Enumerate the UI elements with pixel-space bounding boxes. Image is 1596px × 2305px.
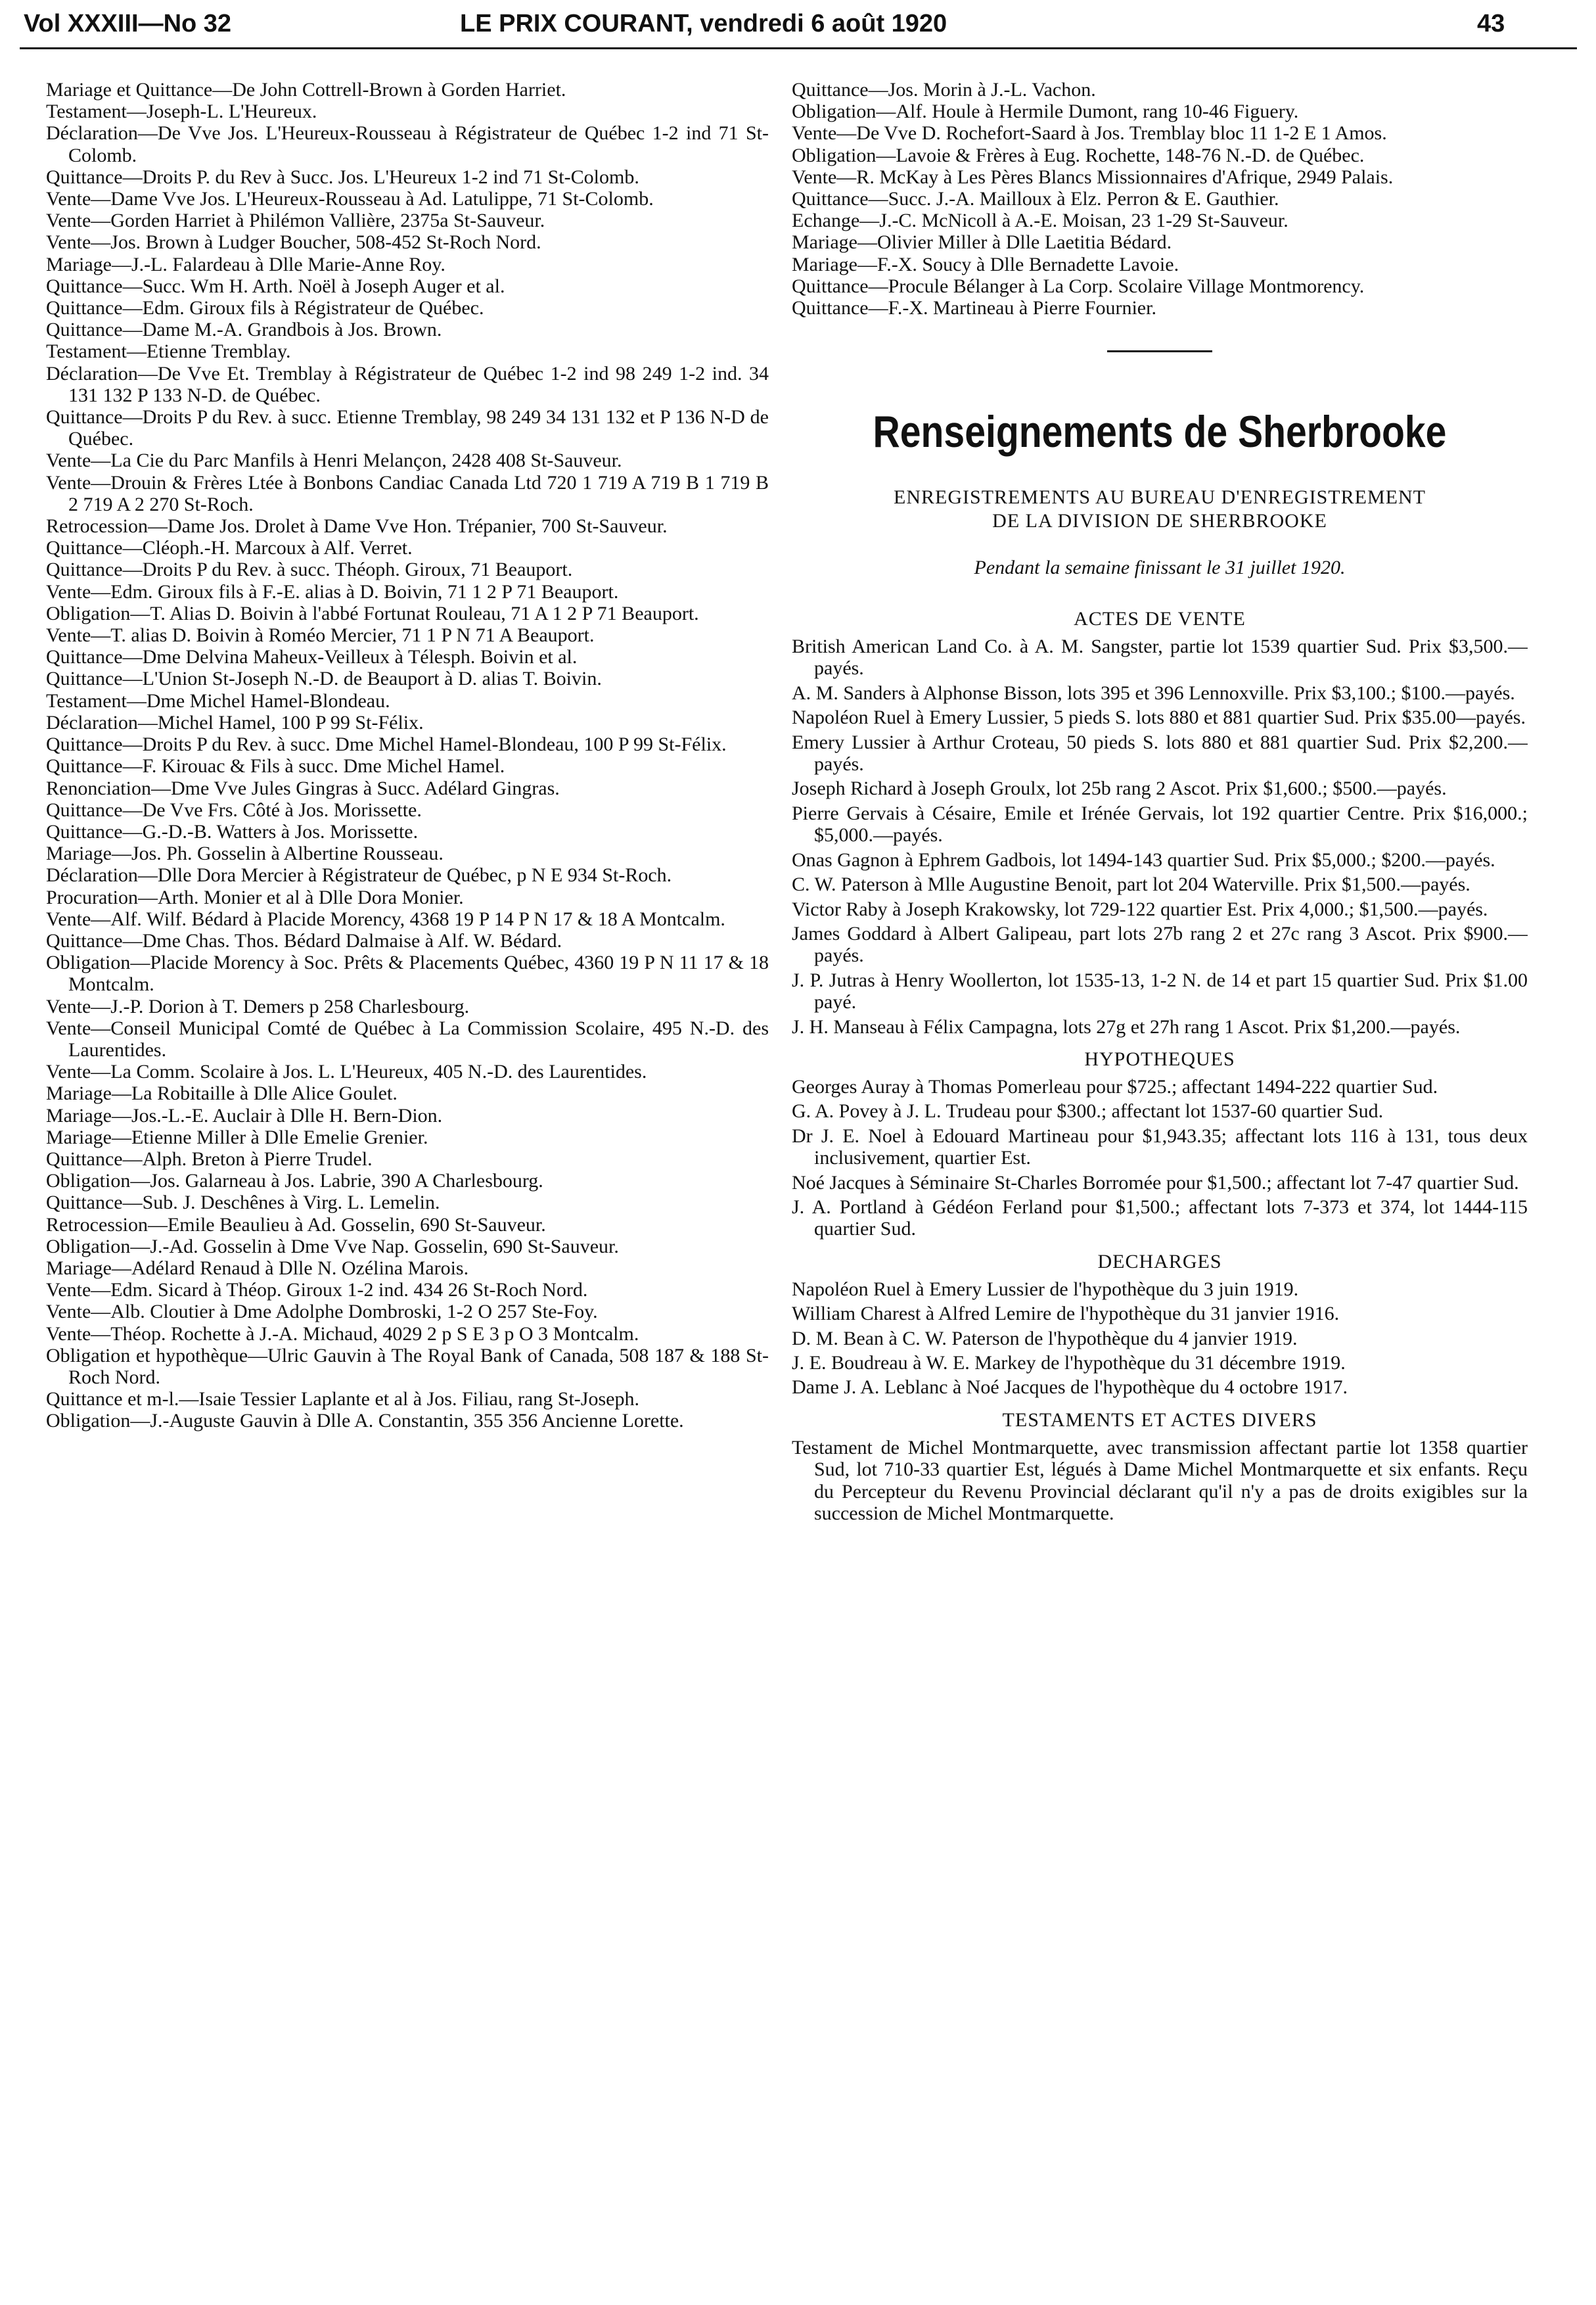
registry-entry: Obligation et hypothèque—Ulric Gauvin à The Royal Bank of Canada, 508 187 & 188 St-Roch Nord.: [46, 1344, 769, 1388]
subsection: [792, 1251, 1528, 1399]
subsection-heading: ACTES DE VENTE: [1074, 608, 1246, 630]
record-entry: Dr J. E. Noel à Edouard Martineau pour $1,943.35; affectant lots 116 à 131, tous deux inclusivement, quartier Est.: [792, 1125, 1528, 1169]
registry-entry: Mariage—Adélard Renaud à Dlle N. Ozélina Marois.: [46, 1257, 469, 1279]
registry-entry: Renonciation—Dme Vve Jules Gingras à Succ. Adélard Gingras.: [46, 777, 560, 799]
registry-entry: Testament—Joseph-L. L'Heureux.: [46, 101, 317, 123]
registry-entry: Quittance—Dme Delvina Maheux-Veilleux à Télesph. Boivin et al.: [46, 646, 578, 668]
registry-entry: Quittance—L'Union St-Joseph N.-D. de Beauport à D. alias T. Boivin.: [46, 668, 602, 690]
registry-entry: Quittance—Edm. Giroux fils à Régistrateur de Québec.: [46, 297, 484, 319]
record-entry: J. A. Portland à Gédéon Ferland pour $1,500.; affectant lots 7-373 et 374, lot 1444-115 quartier Sud.: [792, 1196, 1528, 1240]
header-rule: [20, 47, 1577, 49]
registry-entry: Obligation—J.-Ad. Gosselin à Dme Vve Nap. Gosselin, 690 St-Sauveur.: [46, 1235, 619, 1257]
newspaper-title-date: LE PRIX COURANT, vendredi 6 août 1920: [460, 10, 947, 37]
registry-entry: Vente—T. alias D. Boivin à Roméo Mercier, 71 1 P N 71 A Beauport.: [46, 624, 595, 647]
registry-entry: Vente—Jos. Brown à Ludger Boucher, 508-452 St-Roch Nord.: [46, 231, 541, 254]
period-note: Pendant la semaine finissant le 31 juillet 1920.: [974, 557, 1346, 579]
registry-entry: Obligation—Placide Morency à Soc. Prêts & Placements Québec, 4360 19 P N 11 17 & 18 Montcalm.: [46, 952, 769, 996]
registry-entry: Quittance—Dame M.-A. Grandbois à Jos. Brown.: [46, 319, 442, 341]
registry-entry: Vente—R. McKay à Les Pères Blancs Missionnaires d'Afrique, 2949 Palais.: [792, 166, 1394, 188]
registry-entry: Obligation—Jos. Galarneau à Jos. Labrie, 390 A Charlesbourg.: [46, 1170, 543, 1192]
registry-entry: Quittance—Sub. J. Deschênes à Virg. L. Lemelin.: [46, 1192, 440, 1214]
subsection: [792, 1048, 1528, 1240]
record-entry: Napoléon Ruel à Emery Lussier de l'hypothèque du 3 juin 1919.: [792, 1278, 1299, 1300]
registry-entry: Testament—Dme Michel Hamel-Blondeau.: [46, 689, 390, 712]
record-entry: James Goddard à Albert Galipeau, part lots 27b rang 2 et 27c rang 3 Ascot. Prix $900.—payés.: [792, 922, 1528, 967]
registry-entry: Mariage et Quittance—De John Cottrell-Brown à Gorden Harriet.: [46, 79, 566, 101]
subsection-heading: TESTAMENTS ET ACTES DIVERS: [1002, 1409, 1317, 1431]
registry-entry: Obligation—Lavoie & Frères à Eug. Rochette, 148-76 N.-D. de Québec.: [792, 144, 1365, 166]
registry-entry: Mariage—La Robitaille à Dlle Alice Goulet.: [46, 1083, 398, 1105]
registry-entry: Mariage—Olivier Miller à Dlle Laetitia Bédard.: [792, 231, 1172, 254]
record-entry: Georges Auray à Thomas Pomerleau pour $725.; affectant 1494-222 quartier Sud.: [792, 1075, 1438, 1098]
record-entry: Joseph Richard à Joseph Groulx, lot 25b rang 2 Ascot. Prix $1,600.; $500.—payés.: [792, 778, 1447, 800]
registry-entry: Vente—Dame Vve Jos. L'Heureux-Rousseau à Ad. Latulippe, 71 St-Colomb.: [46, 188, 654, 210]
section-divider: [1107, 350, 1212, 352]
registry-entry: Quittance—De Vve Frs. Côté à Jos. Morissette.: [46, 799, 422, 821]
record-entry: Testament de Michel Montmarquette, avec transmission affectant partie lot 1358 quartier Sud, lot 710-33 quartier Est, légués à Dame Michel Montmarquette et six enfants. Reçu du Percepteur du Revenu Provincial déclarant qu'il n'y a pas de droits exigibles sur la succession de Michel Montmarquette.: [792, 1436, 1528, 1525]
sherbrooke-section: [792, 407, 1528, 1524]
registry-entry: Procuration—Arth. Monier et al à Dlle Dora Monier.: [46, 886, 464, 908]
registry-entry: Mariage—J.-L. Falardeau à Dlle Marie-Anne Roy.: [46, 253, 445, 275]
registry-entry: Quittance—F.-X. Martineau à Pierre Fournier.: [792, 297, 1156, 319]
sherbrooke-subsections: [792, 608, 1528, 1524]
registry-entry: Vente—Edm. Sicard à Théop. Giroux 1-2 ind. 434 26 St-Roch Nord.: [46, 1279, 588, 1301]
record-entry: J. E. Boudreau à W. E. Markey de l'hypothèque du 31 décembre 1919.: [792, 1352, 1346, 1374]
registry-entry: Testament—Etienne Tremblay.: [46, 340, 291, 363]
registry-entry: Quittance—Jos. Morin à J.-L. Vachon.: [792, 79, 1096, 101]
registry-entry: Retrocession—Emile Beaulieu à Ad. Gosselin, 690 St-Sauveur.: [46, 1213, 546, 1236]
section-title: Renseignements de Sherbrooke: [873, 407, 1447, 457]
registry-entry: Quittance—Droits P du Rev. à succ. Etienne Tremblay, 98 249 34 131 132 et P 136 N-D de Québec.: [46, 406, 769, 450]
registry-entry: Vente—Alf. Wilf. Bédard à Placide Morency, 4368 19 P 14 P N 17 & 18 A Montcalm.: [46, 908, 725, 930]
subsection: [792, 608, 1528, 1038]
registry-entry: Quittance—Dme Chas. Thos. Bédard Dalmaise à Alf. W. Bédard.: [46, 929, 562, 952]
right-column: [792, 79, 1528, 2287]
registry-entry: Déclaration—Michel Hamel, 100 P 99 St-Félix.: [46, 711, 424, 733]
registry-entry: Vente—De Vve D. Rochefort-Saard à Jos. Tremblay bloc 11 1-2 E 1 Amos.: [792, 122, 1387, 145]
registry-entry: Quittance—Succ. J.-A. Mailloux à Elz. Perron & E. Gauthier.: [792, 188, 1279, 210]
registry-entry: Quittance et m-l.—Isaie Tessier Laplante et al à Jos. Filiau, rang St-Joseph.: [46, 1388, 639, 1410]
volume-number: Vol XXXIII—No 32: [24, 10, 232, 37]
record-entry: D. M. Bean à C. W. Paterson de l'hypothèque du 4 janvier 1919.: [792, 1327, 1298, 1349]
registry-entry: Obligation—T. Alias D. Boivin à l'abbé Fortunat Rouleau, 71 A 1 2 P 71 Beauport.: [46, 602, 699, 624]
registry-entry: Déclaration—Dlle Dora Mercier à Régistrateur de Québec, p N E 934 St-Roch.: [46, 864, 672, 887]
record-entry: Onas Gagnon à Ephrem Gadbois, lot 1494-143 quartier Sud. Prix $5,000.; $200.—payés.: [792, 849, 1495, 871]
record-entry: A. M. Sanders à Alphonse Bisson, lots 395 et 396 Lennoxville. Prix $3,100.; $100.—payés.: [792, 682, 1515, 704]
record-entry: J. H. Manseau à Félix Campagna, lots 27g et 27h rang 1 Ascot. Prix $1,200.—payés.: [792, 1015, 1461, 1038]
subsection: [792, 1409, 1528, 1525]
record-entry: Pierre Gervais à Césaire, Emile et Irénée Gervais, lot 192 quartier Centre. Prix $16,000.; $5,000.—payés.: [792, 802, 1528, 847]
record-entry: Napoléon Ruel à Emery Lussier, 5 pieds S. lots 880 et 881 quartier Sud. Prix $35.00—payés.: [792, 707, 1526, 729]
record-entry: Emery Lussier à Arthur Croteau, 50 pieds S. lots 880 et 881 quartier Sud. Prix $2,200.—payés.: [792, 731, 1528, 776]
registry-entry: Obligation—Alf. Houle à Hermile Dumont, rang 10-46 Figuery.: [792, 101, 1299, 123]
subsection-heading: DECHARGES: [1097, 1250, 1222, 1272]
record-entry: Noé Jacques à Séminaire St-Charles Borromée pour $1,500.; affectant lot 7-47 quartier Sud.: [792, 1171, 1519, 1194]
registry-entry: Quittance—G.-D.-B. Watters à Jos. Morissette.: [46, 820, 419, 843]
record-entry: William Charest à Alfred Lemire de l'hypothèque du 31 janvier 1916.: [792, 1303, 1340, 1325]
page-header: [0, 0, 1596, 49]
registry-entry: Quittance—Succ. Wm H. Arth. Noël à Joseph Auger et al.: [46, 275, 505, 297]
registry-entry: Mariage—Etienne Miller à Dlle Emelie Grenier.: [46, 1126, 428, 1148]
registry-entry: Vente—J.-P. Dorion à T. Demers p 258 Charlesbourg.: [46, 995, 470, 1017]
registry-entry: Retrocession—Dame Jos. Drolet à Dame Vve Hon. Trépanier, 700 St-Sauveur.: [46, 515, 668, 538]
registry-entry: Vente—La Comm. Scolaire à Jos. L. L'Heureux, 405 N.-D. des Laurentides.: [46, 1061, 647, 1083]
section-subtitle: ENREGISTREMENTS AU BUREAU D'ENREGISTREMENT DE LA DIVISION DE SHERBROOKE: [894, 486, 1426, 532]
registry-entry: Quittance—F. Kirouac & Fils à succ. Dme Michel Hamel.: [46, 755, 505, 778]
registry-entry: Vente—Alb. Cloutier à Dme Adolphe Dombroski, 1-2 O 257 Ste-Foy.: [46, 1301, 598, 1323]
registry-entry: Quittance—Procule Bélanger à La Corp. Scolaire Village Montmorency.: [792, 275, 1365, 297]
record-entry: C. W. Paterson à Mlle Augustine Benoit, part lot 204 Waterville. Prix $1,500.—payés.: [792, 873, 1471, 896]
registry-entry: Vente—Théop. Rochette à J.-A. Michaud, 4029 2 p S E 3 p O 3 Montcalm.: [46, 1322, 639, 1345]
registry-entry: Mariage—Jos. Ph. Gosselin à Albertine Rousseau.: [46, 843, 444, 865]
registry-entry: Déclaration—De Vve Et. Tremblay à Régistrateur de Québec 1-2 ind 98 249 1-2 ind. 34 131 132 P 133 N-D. de Québec.: [46, 362, 769, 406]
record-entry: G. A. Povey à J. L. Trudeau pour $300.; affectant lot 1537-60 quartier Sud.: [792, 1100, 1384, 1123]
registry-entry: Mariage—Jos.-L.-E. Auclair à Dlle H. Bern-Dion.: [46, 1104, 443, 1127]
registry-entry: Vente—Drouin & Frères Ltée à Bonbons Candiac Canada Ltd 720 1 719 A 719 B 1 719 B 2 719 A 2 270 St-Roch.: [46, 471, 769, 515]
registry-entry: Echange—J.-C. McNicoll à A.-E. Moisan, 23 1-29 St-Sauveur.: [792, 210, 1288, 232]
registry-entry: Vente—Conseil Municipal Comté de Québec à La Commission Scolaire, 495 N.-D. des Laurentides.: [46, 1017, 769, 1061]
registry-entry: Vente—Gorden Harriet à Philémon Vallière, 2375a St-Sauveur.: [46, 210, 545, 232]
record-entry: Dame J. A. Leblanc à Noé Jacques de l'hypothèque du 4 octobre 1917.: [792, 1376, 1348, 1399]
record-entry: J. P. Jutras à Henry Woollerton, lot 1535-13, 1-2 N. de 14 et part 15 quartier Sud. Prix $1.00 payé.: [792, 969, 1528, 1013]
registry-entry: Vente—La Cie du Parc Manfils à Henri Melançon, 2428 408 St-Sauveur.: [46, 450, 622, 472]
registry-entry: Déclaration—De Vve Jos. L'Heureux-Rousseau à Régistrateur de Québec 1-2 ind 71 St-Colomb.: [46, 122, 769, 166]
registry-entry: Quittance—Droits P du Rev. à succ. Théoph. Giroux, 71 Beauport.: [46, 559, 573, 581]
registry-entry: Quittance—Cléoph.-H. Marcoux à Alf. Verret.: [46, 537, 413, 559]
registry-entry: Obligation—J.-Auguste Gauvin à Dlle A. Constantin, 355 356 Ancienne Lorette.: [46, 1410, 684, 1432]
right-column-entries: [792, 79, 1528, 319]
registry-entry: Quittance—Droits P. du Rev à Succ. Jos. L'Heureux 1-2 ind 71 St-Colomb.: [46, 166, 639, 188]
registry-entry: Quittance—Alph. Breton à Pierre Trudel.: [46, 1148, 373, 1170]
registry-entry: Vente—Edm. Giroux fils à F.-E. alias à D. Boivin, 71 1 2 P 71 Beauport.: [46, 580, 619, 603]
registry-entry: Mariage—F.-X. Soucy à Dlle Bernadette Lavoie.: [792, 253, 1179, 275]
record-entry: British American Land Co. à A. M. Sangster, partie lot 1539 quartier Sud. Prix $3,500.—payés.: [792, 636, 1528, 680]
record-entry: Victor Raby à Joseph Krakowsky, lot 729-122 quartier Est. Prix 4,000.; $1,500.—payés.: [792, 898, 1488, 920]
subsection-heading: HYPOTHEQUES: [1084, 1048, 1235, 1070]
page-number: 43: [1477, 10, 1505, 37]
left-column: [46, 79, 769, 2287]
registry-entry: Quittance—Droits P du Rev. à succ. Dme Michel Hamel-Blondeau, 100 P 99 St-Félix.: [46, 733, 727, 756]
